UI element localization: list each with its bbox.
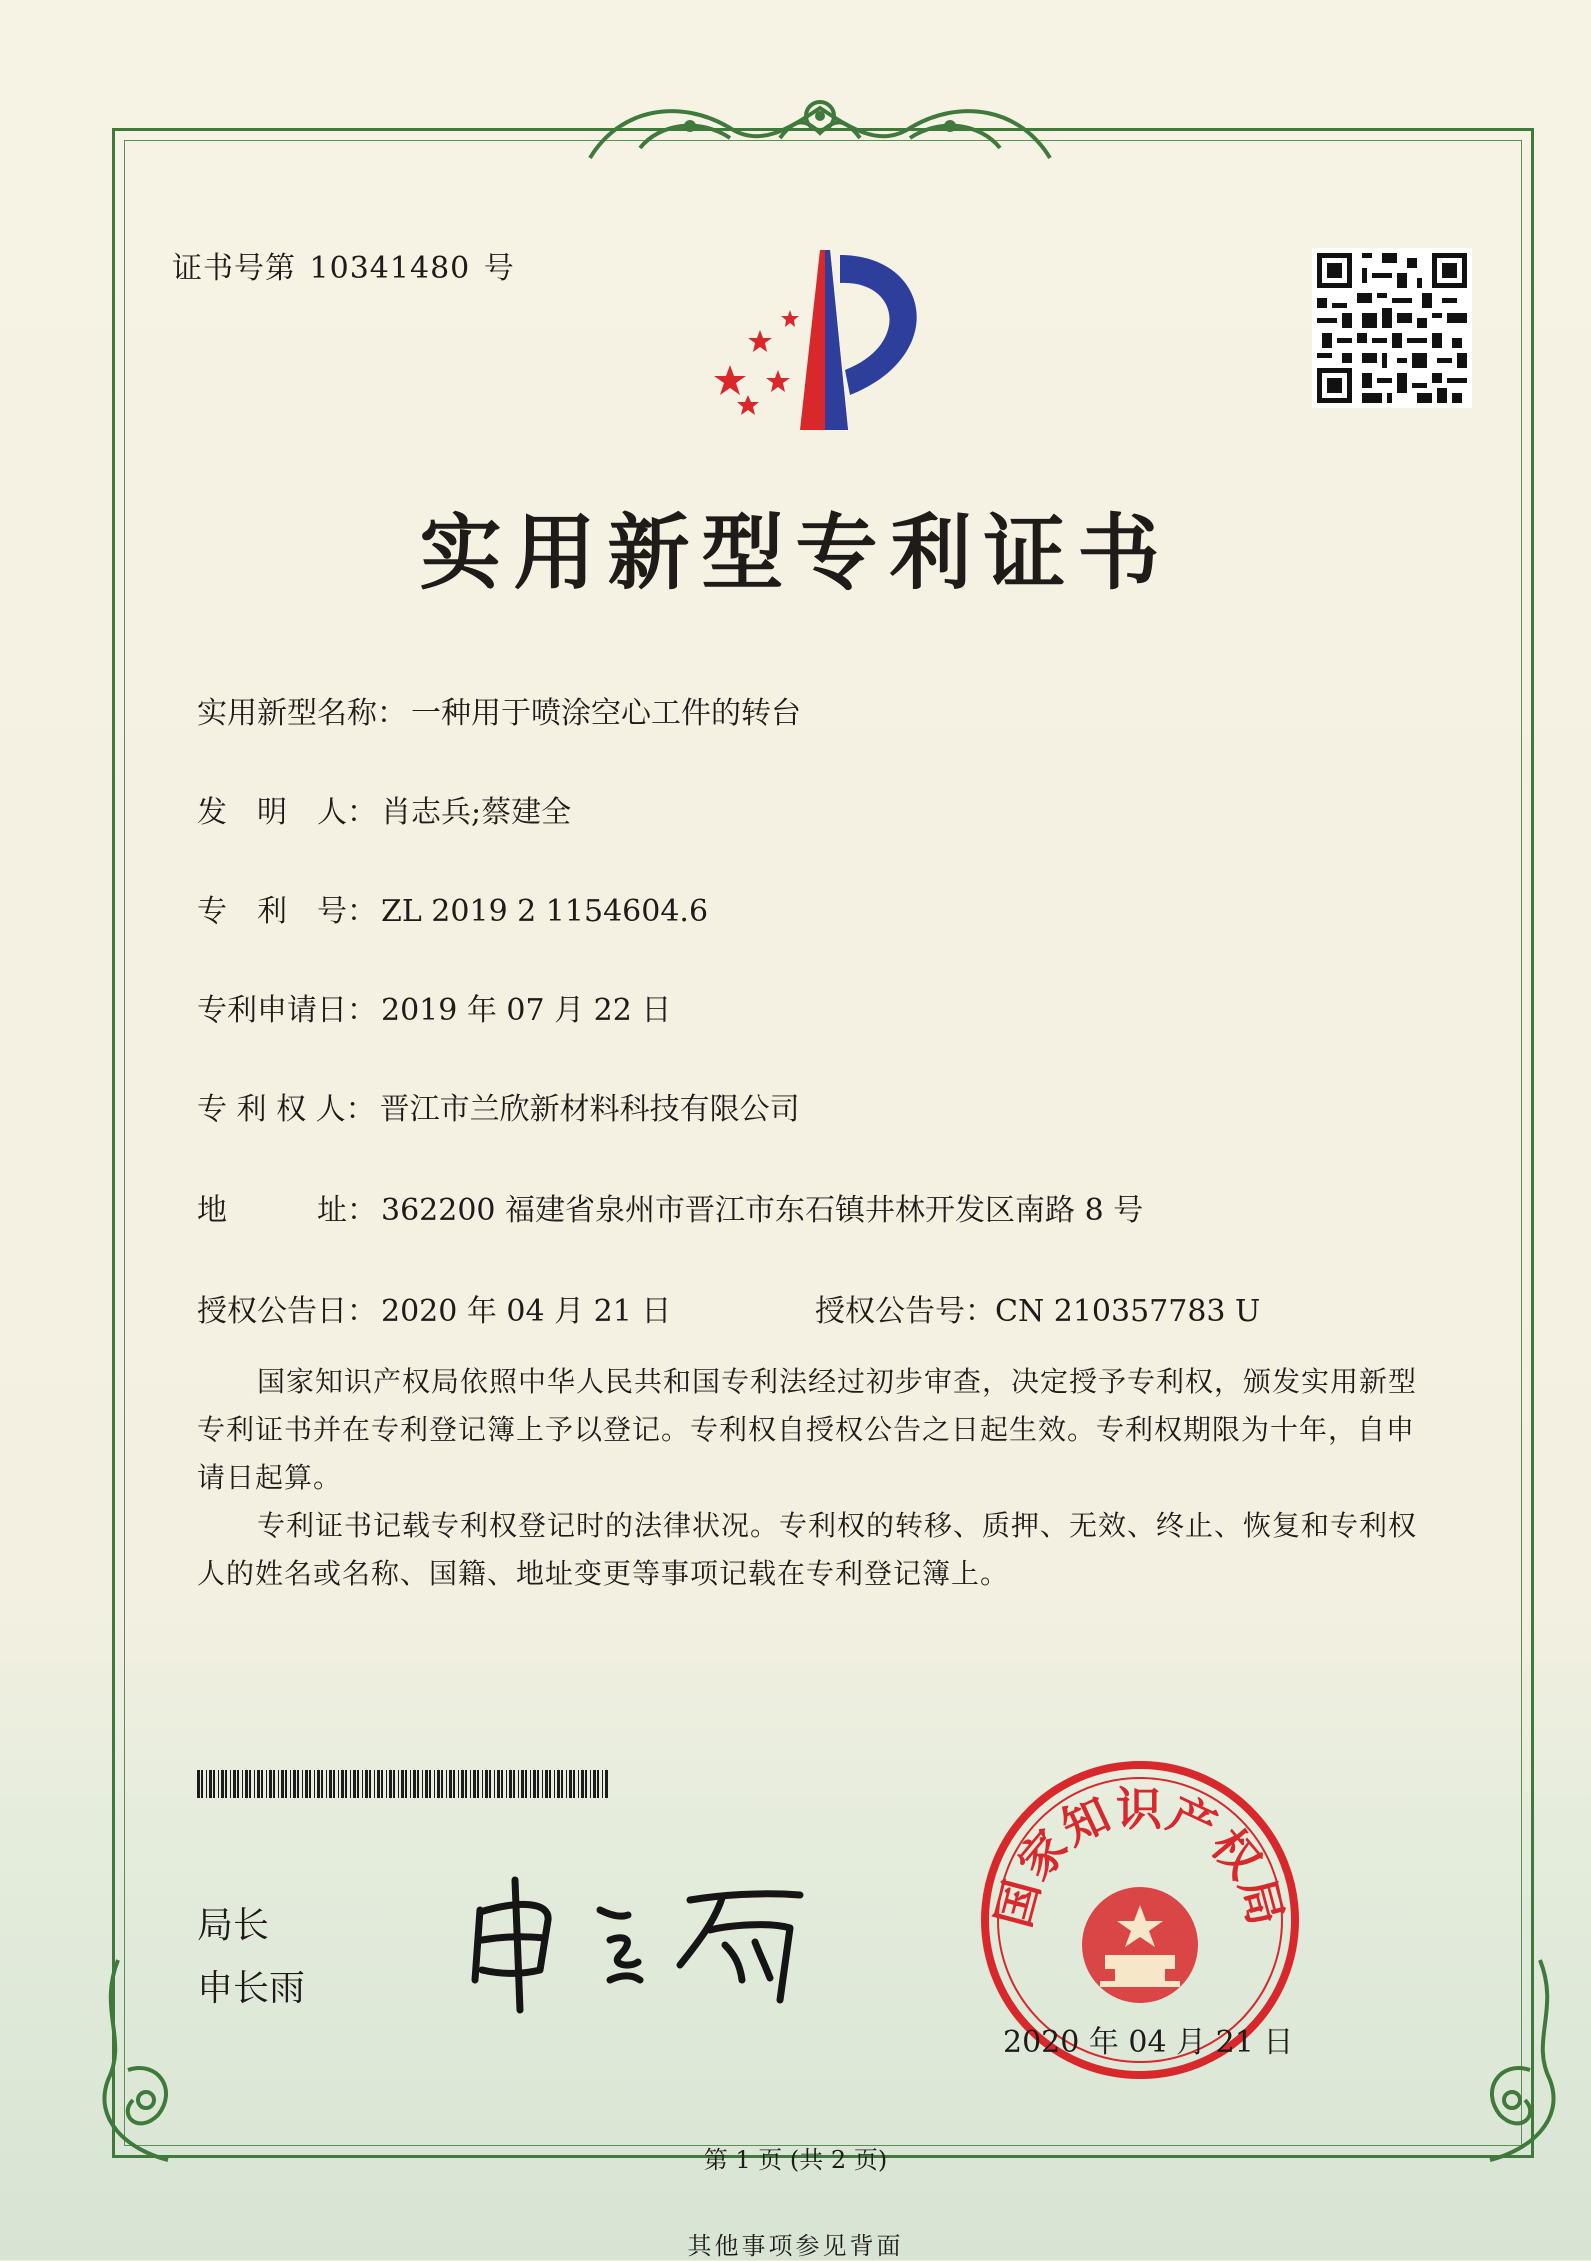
seal-text: 国家知识产权局 — [985, 1782, 1295, 1933]
body-paragraph-grant: 国家知识产权局依照中华人民共和国专利法经过初步审查，决定授予专利权，颁发实用新型专利证书并在专利登记簿上予以登记。专利权自授权公告之日起生效。专利权期限为十年，自申请日起算。 — [197, 1365, 1418, 1494]
field-value: 晋江市兰欣新材料科技有限公司 — [379, 1092, 800, 1127]
seal-date: 2020 年 04 月 21 日 — [1003, 2025, 1294, 2060]
field-grant-date: 授权公告日： 2020 年 04 月 21 日 — [197, 1286, 671, 1330]
page-count: 第 1 页 (共 2 页) — [703, 2146, 888, 2174]
field-label: 地 址 — [197, 1193, 347, 1228]
field-label: 专 利 权 人 — [197, 1092, 346, 1127]
director-title: 局长 — [197, 1905, 270, 1946]
field-value: 2019 年 07 月 22 日 — [381, 993, 672, 1028]
cnipa-logo-icon — [700, 245, 950, 445]
field-label: 专利申请日 — [197, 993, 347, 1028]
certificate-number-value: 10341480 — [309, 251, 471, 286]
qr-code-icon — [1312, 248, 1472, 408]
barcode-icon — [197, 1770, 612, 1798]
page-title: 实用新型专利证书 — [419, 506, 1172, 601]
field-label: 专 利 号 — [197, 894, 347, 929]
field-grant-publication-number: 授权公告号：CN 210357783 U — [815, 1294, 1261, 1329]
field-application-date: 专利申请日： 2019 年 07 月 22 日 — [197, 985, 671, 1029]
handwritten-signature-icon — [460, 1870, 830, 2020]
director-name: 申长雨 — [197, 1968, 306, 2009]
field-address: 地 址： 362200 福建省泉州市晋江市东石镇井林开发区南路 8 号 — [197, 1185, 1143, 1229]
field-patent-number: 专 利 号： ZL 2019 2 1154604.6 — [197, 886, 708, 930]
field-inventors: 发 明 人： 肖志兵;蔡建全 — [197, 787, 571, 831]
field-label: 发 明 人 — [197, 795, 347, 830]
field-value: ZL 2019 2 1154604.6 — [381, 894, 709, 929]
field-utility-model-name: 实用新型名称： 一种用于喷涂空心工件的转台 — [197, 688, 801, 732]
footer-note: 其他事项参见背面 — [687, 2232, 904, 2260]
certificate-number-prefix: 证书号第 — [172, 251, 296, 286]
field-value: 362200 福建省泉州市晋江市东石镇井林开发区南路 8 号 — [381, 1193, 1144, 1228]
field-value: 2020 年 04 月 21 日 — [381, 1294, 672, 1329]
certificate-number-suffix: 号 — [483, 251, 515, 286]
field-value: 一种用于喷涂空心工件的转台 — [411, 696, 801, 731]
field-value: 肖志兵;蔡建全 — [381, 795, 572, 830]
field-label: 授权公告号 — [815, 1294, 965, 1329]
field-label: 实用新型名称 — [197, 696, 377, 731]
certificate-number — [172, 243, 515, 287]
top-ornament-icon — [580, 78, 1060, 178]
field-value: CN 210357783 U — [995, 1294, 1261, 1329]
body-paragraph-legal-status: 专利证书记载专利权登记时的法律状况。专利权的转移、质押、无效、终止、恢复和专利权人的姓名或名称、国籍、地址变更等事项记载在专利登记簿上。 — [197, 1509, 1418, 1590]
field-label: 授权公告日 — [197, 1294, 347, 1329]
field-patentee: 专 利 权 人： 晋江市兰欣新材料科技有限公司 — [197, 1084, 800, 1128]
